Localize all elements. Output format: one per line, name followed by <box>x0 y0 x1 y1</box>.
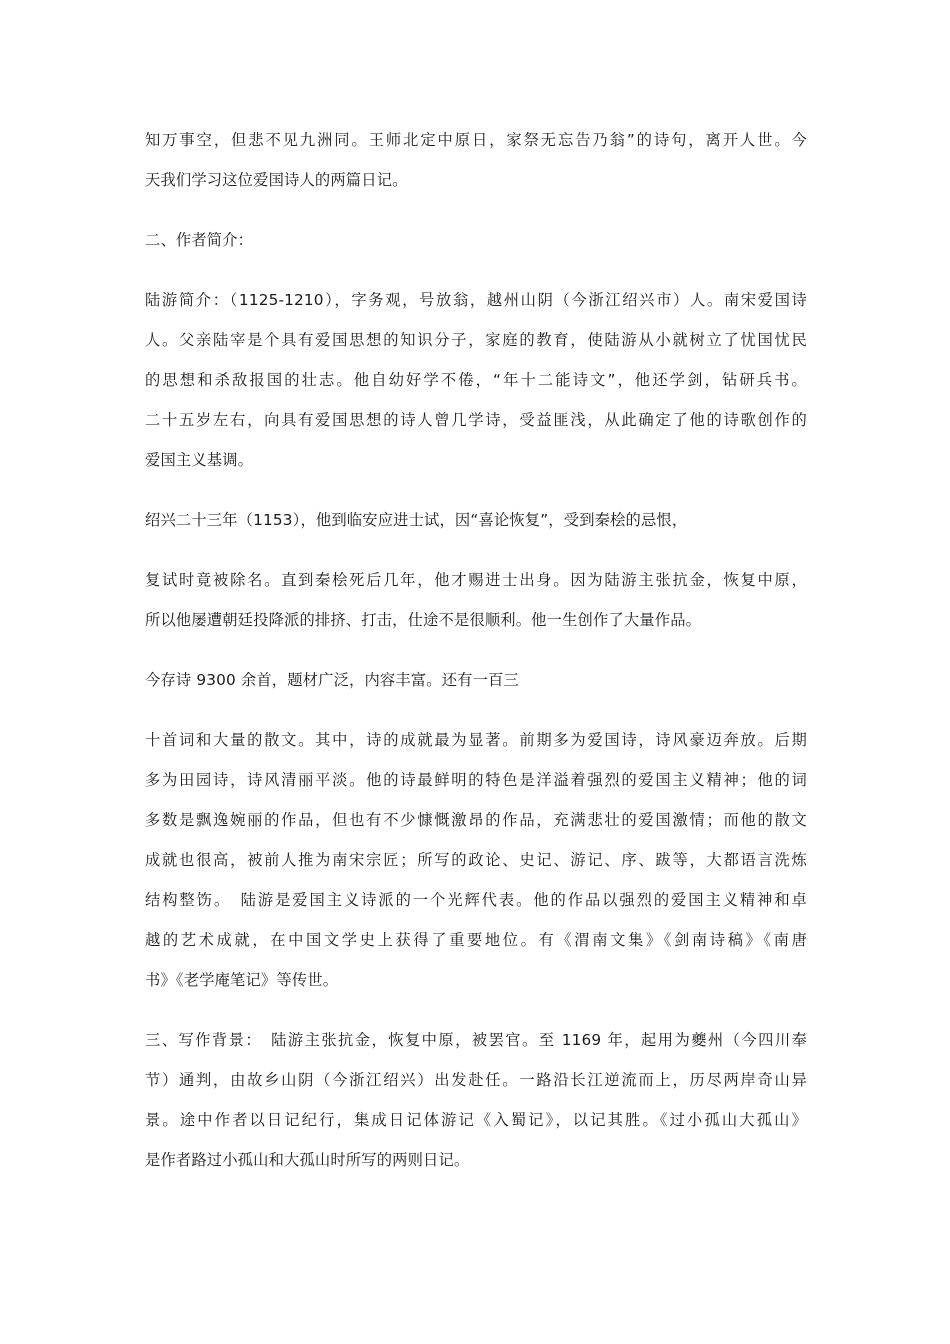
text-line: 人。父亲陆宰是个具有爱国思想的知识分子，家庭的教育，使陆游从小就树立了忧国忧民 <box>145 331 807 349</box>
section-heading: 二、作者简介： <box>145 231 254 249</box>
text-line: 景。途中作者以日记纪行，集成日记体游记《入蜀记》，以记其胜。《过小孤山大孤山》 <box>145 1111 807 1129</box>
text-line: 结构整饬。 陆游是爱国主义诗派的一个光辉代表。他的作品以强烈的爱国主义精神和卓 <box>145 891 807 909</box>
text-line: 二十五岁左右，向具有爱国思想的诗人曾几学诗，受益匪浅，从此确定了他的诗歌创作的 <box>145 411 807 429</box>
text-line: 是作者路过小孤山和大孤山时所写的两则日记。 <box>145 1151 470 1169</box>
text-line: 今存诗 9300 余首，题材广泛，内容丰富。还有一百三 <box>145 671 519 689</box>
text-line: 陆游简介：（1125-1210），字务观，号放翁，越州山阴（今浙江绍兴市）人。南宋爱国诗 <box>145 291 807 309</box>
text-line: 成就也很高，被前人推为南宋宗匠；所写的政论、史记、游记、序、跋等，大都语言洗炼 <box>145 851 807 869</box>
text-line: 多数是飘逸婉丽的作品，但也有不少慷慨激昂的作品，充满悲壮的爱国激情；而他的散文 <box>145 811 807 829</box>
text-line: 多为田园诗，诗风清丽平淡。他的诗最鲜明的特色是洋溢着强烈的爱国主义精神；他的词 <box>145 771 807 789</box>
text-line: 天我们学习这位爱国诗人的两篇日记。 <box>145 171 408 189</box>
text-line: 的思想和杀敌报国的壮志。他自幼好学不倦，“年十二能诗文”，他还学剑，钻研兵书。 <box>145 371 807 389</box>
text-line: 所以他屡遭朝廷投降派的排挤、打击，仕途不是很顺利。他一生创作了大量作品。 <box>145 611 702 629</box>
text-line: 三、写作背景： 陆游主张抗金，恢复中原，被罢官。至 1169 年，起用为夔州（今四川奉 <box>145 1031 807 1049</box>
text-line: 节）通判，由故乡山阴（今浙江绍兴）出发赴任。一路沿长江逆流而上，历尽两岸奇山异 <box>145 1071 807 1089</box>
text-line: 复试时竟被除名。直到秦桧死后几年，他才赐进士出身。因为陆游主张抗金，恢复中原， <box>145 571 807 589</box>
text-line: 十首词和大量的散文。其中，诗的成就最为显著。前期多为爱国诗，诗风豪迈奔放。后期 <box>145 731 807 749</box>
text-line: 书》《老学庵笔记》等传世。 <box>145 971 339 989</box>
text-line: 越的艺术成就，在中国文学史上获得了重要地位。有《渭南文集》《剑南诗稿》《南唐 <box>145 931 807 949</box>
text-line: 爱国主义基调。 <box>145 451 254 469</box>
text-line: 绍兴二十三年（1153），他到临安应进士试，因“喜论恢复”，受到秦桧的忌恨， <box>145 511 688 529</box>
text-line: 知万事空，但悲不见九洲同。王师北定中原日，家祭无忘告乃翁”的诗句，离开人世。今 <box>145 131 807 149</box>
